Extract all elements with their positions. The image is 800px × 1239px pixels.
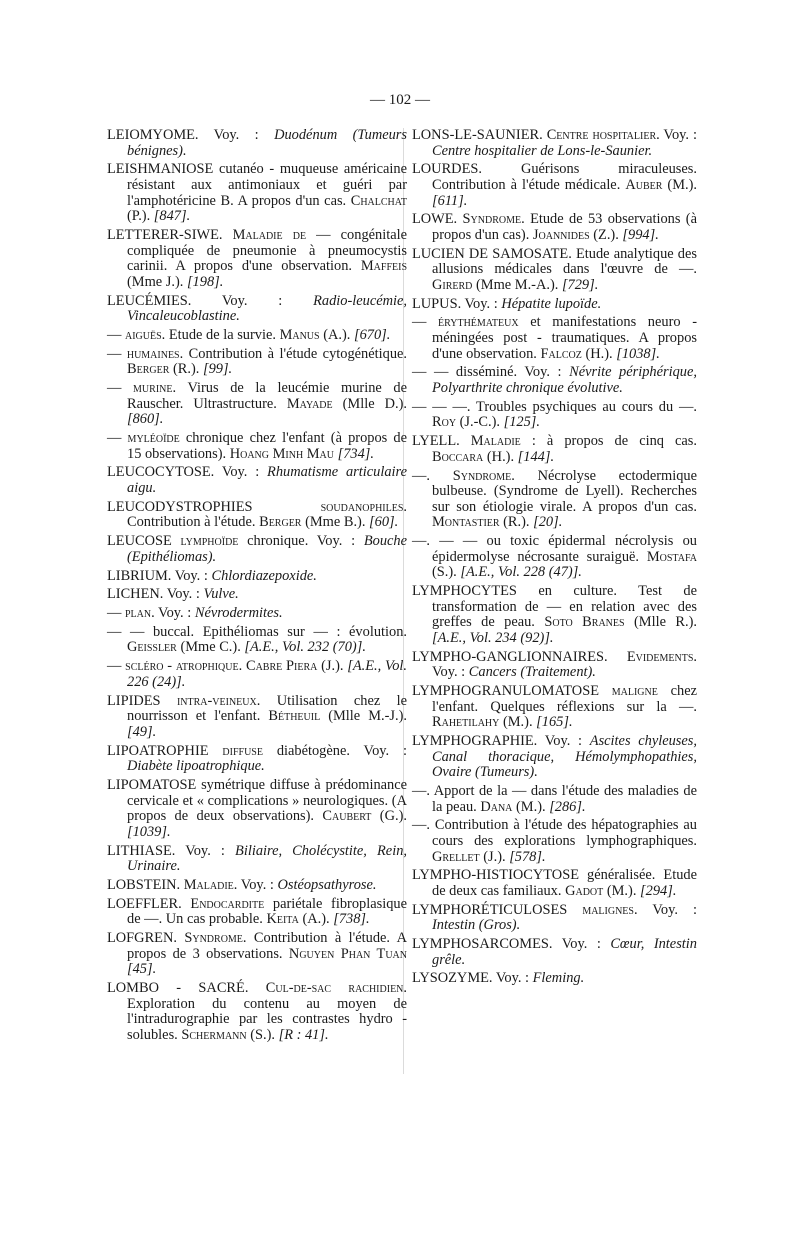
index-entry — [107, 981, 407, 1043]
entry-smallcaps: murine. — [133, 380, 177, 397]
entry-text: Etude de la survie. — [165, 326, 280, 343]
entry-text: LEISHMANIOSE cutanéo - muqueuse américaine résistant aux antimoniaux et guéri par l'amphotéricine B. A propos d'un cas. — [107, 161, 407, 209]
entry-reference: [99]. — [202, 361, 233, 378]
entry-text: — — [107, 605, 125, 622]
entry-smallcaps: Keita — [266, 911, 299, 928]
entry-text: LEIOMYOME. Voy. : — [107, 127, 275, 143]
entry-text: LOEFFLER. — [107, 895, 191, 912]
entry-reference: [198]. — [186, 273, 224, 290]
index-entry — [412, 469, 697, 531]
entry-reference: [A.E., Vol. 234 (92)]. — [432, 629, 554, 646]
index-entry — [412, 868, 697, 899]
entry-smallcaps: Maladie. — [183, 876, 238, 893]
index-entry — [107, 569, 407, 585]
entry-reference: Chlordiazepoxide. — [211, 567, 317, 584]
index-entry — [107, 897, 407, 928]
entry-smallcaps: myléoïde — [127, 430, 180, 446]
index-entry — [107, 465, 407, 496]
entry-smallcaps: Montastier — [432, 514, 500, 531]
entry-smallcaps: Cul-de-sac rachidien. — [265, 980, 407, 996]
entry-text: LIPIDES — [107, 692, 177, 709]
entry-smallcaps: Roy — [432, 414, 457, 431]
entry-smallcaps: maligne — [611, 683, 658, 700]
index-entry — [412, 212, 697, 243]
entry-text: (H.). — [483, 448, 518, 465]
entry-text: Exploration du contenu au moyen de l'intradurographie par les contrastes hydro - solubles. — [127, 995, 407, 1043]
entry-reference: [49]. — [127, 723, 157, 740]
index-entry — [107, 294, 407, 325]
entry-smallcaps: Girerd — [432, 276, 473, 293]
index-entry — [107, 162, 407, 224]
entry-reference: Névrodermites. — [194, 605, 283, 622]
entry-text: — — [107, 326, 125, 343]
entry-text: — — disséminé. Voy. : — [412, 364, 570, 381]
entry-reference: [294]. — [640, 882, 677, 899]
entry-text: LYMPHOCYTES en culture. Test de transformation de — en relation avec des greffes de peau. — [412, 583, 697, 631]
entry-text: — — [412, 314, 439, 331]
entry-text: chronique. Voy. : — [238, 533, 364, 550]
entry-reference: Intestin (Gros). — [432, 917, 521, 934]
entry-text: LYMPHOSARCOMES. Voy. : — [412, 936, 611, 953]
entry-text: (M.). — [512, 798, 550, 815]
index-entry — [107, 659, 407, 690]
index-entry — [412, 734, 697, 781]
entry-text: LYMPHORÉTICULOSES — [412, 901, 583, 918]
entry-reference: [165]. — [536, 714, 573, 731]
index-entry — [107, 500, 407, 531]
entry-text: — — [107, 658, 126, 675]
entry-text: LITHIASE. Voy. : — [107, 842, 236, 859]
entry-text: — — [107, 345, 127, 362]
entry-text: Etude de 53 observations (à propos d'un cas). — [432, 211, 697, 243]
entry-reference: Biliaire, Cholécystite, Rein, Urinaire. — [127, 842, 407, 875]
index-entry — [107, 844, 407, 875]
entry-smallcaps: Cabre Piera — [245, 658, 318, 675]
entry-reference: [860]. — [127, 411, 164, 428]
entry-text: LEUCÉMIES. Voy. : — [107, 292, 314, 309]
entry-text: (J.). — [479, 848, 510, 865]
entry-smallcaps: érythémateux — [438, 314, 519, 331]
entry-smallcaps: Berger — [259, 514, 302, 531]
entry-text: chez l'enfant. Quelques réflexions sur la —. — [432, 683, 697, 715]
index-entry — [107, 347, 407, 378]
entry-reference: [60]. — [369, 514, 399, 531]
entry-text: LUCIEN DE SAMOSATE. Etude analytique des allusions médicales dans l'œuvre de —. — [412, 245, 697, 278]
entry-reference: Ostéopsathyrose. — [277, 876, 377, 893]
entry-smallcaps: Soto Branes — [544, 614, 625, 631]
index-entry — [412, 650, 697, 681]
entry-smallcaps: scléro - atrophique. — [125, 658, 243, 675]
entry-text: LYMPHOGRAPHIE. Voy. : — [412, 733, 590, 749]
entry-reference: [A.E., Vol. 228 (47)]. — [460, 564, 582, 581]
entry-text: LETTERER-SIWE. — [107, 226, 233, 243]
entry-text: (Mlle M.-J.). — [320, 708, 407, 725]
entry-smallcaps: Rahetilahy — [432, 714, 500, 731]
entry-reference: Bouche (Epithéliomas). — [127, 533, 408, 565]
entry-text: (M.). — [603, 882, 641, 899]
index-entry — [412, 903, 697, 934]
index-entry — [107, 778, 407, 840]
entry-text: Contribution à l'étude. — [127, 514, 260, 531]
entry-smallcaps: Schermann — [181, 1026, 247, 1043]
index-entry — [412, 162, 697, 209]
entry-text: (Mme J.). — [127, 273, 187, 290]
entry-smallcaps: Falcoz — [540, 345, 582, 362]
entry-text: LEUCOSE — [107, 533, 181, 550]
entry-reference: [45]. — [127, 961, 157, 978]
index-entry — [107, 128, 407, 159]
index-entry — [107, 878, 407, 894]
entry-smallcaps: Geissler — [127, 639, 177, 656]
entry-text: diabétogène. Voy. : — [262, 742, 407, 759]
entry-smallcaps: Bétheuil — [268, 708, 321, 725]
entry-text: (H.). — [581, 345, 617, 362]
entry-text: —. Apport de la — dans l'étude des maladies de la peau. — [412, 782, 697, 815]
entry-text: — — buccal. Epithéliomas sur — : évolution. — [107, 623, 407, 640]
entry-text: LONS-LE-SAUNIER. — [412, 127, 547, 143]
entry-text: (M.). — [662, 176, 697, 193]
entry-text: (Mme C.). — [176, 639, 245, 656]
entry-text: (Mme M.-A.). — [472, 276, 562, 293]
entry-smallcaps: Chalchat — [350, 192, 407, 209]
entry-text: (Z.). — [589, 226, 623, 243]
entry-text: LIBRIUM. Voy. : — [107, 567, 212, 584]
index-entry — [107, 587, 407, 603]
index-entry — [412, 315, 697, 362]
entry-reference: Cœur, Intestin grêle. — [432, 936, 697, 968]
entry-reference: [729]. — [561, 276, 599, 293]
index-entry — [107, 931, 407, 978]
entry-text: — — —. Troubles psychiques au cours du —. — [412, 398, 697, 415]
entry-text: LYELL. — [412, 433, 471, 450]
entry-smallcaps: diffuse — [222, 742, 263, 759]
entry-text: LOURDES. Guérisons miraculeuses. Contribution à l'étude médicale. — [412, 161, 697, 193]
entry-smallcaps: Centre hospitalier. — [546, 127, 660, 143]
entry-reference: Fleming. — [532, 970, 585, 987]
left-column — [107, 128, 407, 1047]
entry-reference: Centre hospitalier de Lons-le-Saunier. — [432, 142, 653, 159]
entry-reference: Névrite périphérique, Polyarthrite chronique évolutive. — [432, 364, 697, 397]
entry-smallcaps: Mostafa — [646, 548, 697, 565]
entry-smallcaps: Gadot — [565, 882, 604, 899]
entry-reference: [847]. — [153, 208, 191, 225]
entry-text: Contribution à l'étude cytogénétique. — [183, 345, 407, 362]
entry-text: LOWE. — [412, 211, 463, 228]
entry-smallcaps: Auber — [625, 176, 663, 193]
entry-text: — — [107, 380, 134, 397]
entry-reference: [994]. — [622, 226, 659, 243]
entry-text: Contribution à l'étude. A propos de 3 observations. — [127, 930, 407, 962]
entry-smallcaps: Mayade — [286, 395, 333, 412]
entry-smallcaps: Maladie — [470, 433, 521, 450]
entry-reference: Vulve. — [203, 586, 239, 603]
index-entry — [107, 534, 407, 565]
index-entry — [107, 228, 407, 290]
entry-text: (Mlle D.). — [332, 395, 407, 412]
entry-text: Voy. : — [637, 901, 697, 918]
entry-reference: Ascites chyleuses, Canal thoracique, Hémolymphopathies, Ovaire (Tumeurs). — [432, 733, 697, 781]
entry-reference: [1039]. — [127, 823, 171, 840]
entry-reference: [578]. — [509, 848, 546, 865]
entry-text: : à propos de cinq cas. — [520, 433, 697, 450]
entry-text: Virus de la leucémie murine de Rauscher. Ultrastructure. — [127, 380, 407, 412]
entry-smallcaps: Syndrome. — [452, 467, 515, 484]
entry-text: (R.). — [499, 514, 534, 531]
entry-text: LYMPHO-HISTIOCYTOSE généralisée. Etude de deux cas familiaux. — [412, 867, 697, 899]
entry-text: LOBSTEIN. — [107, 876, 184, 893]
entry-text: (J.). — [317, 658, 348, 675]
entry-text: (Mme B.). — [301, 514, 370, 531]
entry-reference: [20]. — [533, 514, 563, 531]
entry-reference: [144]. — [517, 448, 555, 465]
index-entry — [412, 365, 697, 396]
entry-smallcaps: Grellet — [432, 848, 480, 865]
entry-smallcaps: lymphoïde — [180, 533, 239, 550]
entry-text: LIPOATROPHIE — [107, 742, 223, 759]
entry-text: LICHEN. Voy. : — [107, 586, 204, 603]
entry-smallcaps: Maffeis — [360, 258, 407, 275]
entry-text: LYMPHOGRANULOMATOSE — [412, 683, 612, 700]
entry-reference: [670]. — [353, 326, 391, 343]
entry-text: LUPUS. Voy. : — [412, 295, 502, 312]
entry-text: (A.). — [298, 911, 334, 928]
entry-text: (G.). — [371, 808, 407, 825]
entry-text: — congénitale compliquée de pneumonie à pneumocystis carinii. A propos d'une observation. — [127, 226, 407, 275]
entry-reference: Hépatite lupoïde. — [501, 295, 602, 312]
index-entry — [412, 784, 697, 815]
index-entry — [412, 400, 697, 431]
entry-reference: [734]. — [337, 445, 375, 462]
entry-reference: [738]. — [333, 911, 370, 928]
entry-text: Nécrolyse ectodermique bulbeuse. (Syndrome de Lyell). Recherches sur son étiologie virale. A propos d'un cas. — [432, 467, 697, 515]
entry-smallcaps: Nguyen Phan Tuan — [288, 945, 407, 962]
entry-text: LOFGREN. — [107, 930, 185, 947]
entry-text: — — [107, 430, 128, 446]
entry-text: (M.). — [499, 714, 537, 731]
index-entry — [107, 625, 407, 656]
index-entry — [412, 534, 697, 581]
entry-text: LIPOMATOSE symétrique diffuse à prédominance cervicale et « complications » neurologiques. (A propos de deux observations). — [107, 776, 407, 825]
entry-text: LEUCOCYTOSE. Voy. : — [107, 464, 268, 481]
entry-smallcaps: intra-veineux. — [176, 692, 261, 709]
entry-smallcaps: Manus — [279, 326, 320, 343]
entry-smallcaps: Maladie de — [232, 226, 307, 243]
entry-smallcaps: malignes. — [582, 901, 638, 918]
entry-text: (P.). — [127, 208, 154, 225]
entry-smallcaps: Hoang Minh Mau — [229, 445, 335, 462]
index-entry — [412, 128, 697, 159]
entry-smallcaps: soudanophiles. — [320, 498, 407, 515]
entry-smallcaps: Boccara — [432, 448, 484, 465]
index-entry — [107, 744, 407, 775]
entry-reference: [286]. — [549, 798, 586, 815]
entry-text: (A.). — [319, 326, 354, 343]
index-entry — [412, 584, 697, 646]
index-entry — [107, 431, 407, 462]
right-column — [412, 128, 697, 990]
entry-text: LYSOZYME. Voy. : — [412, 970, 533, 987]
entry-text: (J.-C.). — [456, 414, 504, 431]
entry-reference: Diabète lipoatrophique. — [127, 758, 265, 775]
index-entry — [412, 937, 697, 968]
entry-text: chronique chez l'enfant (à propos de 15 observations). — [127, 430, 408, 462]
entry-text: (Mlle R.). — [624, 614, 697, 631]
entry-reference: Duodénum (Tumeurs bénignes). — [127, 127, 408, 159]
entry-reference: [125]. — [503, 414, 541, 431]
entry-reference: Cancers (Traitement). — [468, 664, 596, 681]
entry-text: LEUCODYSTROPHIES — [107, 498, 321, 515]
entry-text: (S.). — [246, 1026, 279, 1043]
entry-reference: Radio-leucémie, Vincaleucoblastine. — [127, 292, 407, 325]
entry-smallcaps: Berger — [127, 361, 170, 378]
entry-smallcaps: Evidements. — [626, 648, 697, 665]
entry-smallcaps: Dana — [480, 798, 513, 815]
entry-text: Utilisation chez le nourrisson et l'enfant. — [127, 692, 407, 725]
page-number: — 102 — — [370, 92, 430, 108]
entry-text: Voy. : — [659, 127, 697, 143]
index-entry — [412, 434, 697, 465]
entry-reference: [A.E., Vol. 232 (70)]. — [244, 639, 366, 656]
index-entry — [412, 818, 697, 865]
index-entry — [107, 381, 407, 428]
entry-reference: Rhumatisme articulaire aigu. — [127, 464, 408, 496]
index-entry — [107, 606, 407, 622]
entry-smallcaps: Syndrome. — [184, 930, 247, 947]
entry-text: —. — [412, 467, 453, 484]
entry-reference: [1038]. — [616, 345, 660, 362]
entry-text: LYMPHO-GANGLIONNAIRES. — [412, 648, 627, 665]
entry-text: —. Contribution à l'étude des hépatographies au cours des explorations lymphographiques. — [412, 817, 697, 849]
index-entry — [412, 684, 697, 731]
entry-reference: [A.E., Vol. 226 (24)]. — [127, 658, 407, 690]
entry-smallcaps: humaines. — [126, 345, 184, 362]
entry-text: (S.). — [432, 564, 461, 581]
entry-text: —. — — ou toxic épidermal nécrolysis ou épidermolyse nécrosante suraiguë. — [412, 533, 697, 565]
entry-smallcaps: Endocardite — [190, 895, 265, 912]
index-entry — [412, 247, 697, 294]
entry-reference: [R : 41]. — [278, 1026, 329, 1043]
entry-smallcaps: aiguës. — [125, 326, 166, 343]
index-entry — [412, 971, 697, 987]
index-entry — [412, 297, 697, 313]
entry-text: LOMBO - SACRÉ. — [107, 980, 266, 996]
entry-text: pariétale fibroplasique de —. Un cas probable. — [127, 895, 407, 928]
entry-text: et manifestations neuro - méningées post - traumatiques. A propos d'une observation. — [432, 314, 697, 362]
entry-reference: [611]. — [432, 192, 468, 209]
index-entry — [107, 328, 407, 344]
entry-text: Voy. : — [432, 664, 469, 681]
entry-smallcaps: Joannides — [532, 226, 590, 243]
entry-smallcaps: plan. — [125, 605, 155, 622]
entry-text: (R.). — [169, 361, 203, 378]
entry-text: Voy. : — [154, 605, 195, 622]
index-entry — [107, 694, 407, 741]
entry-smallcaps: Syndrome. — [462, 211, 525, 228]
entry-text: Voy. : — [237, 876, 278, 893]
entry-smallcaps: Caubert — [322, 808, 372, 825]
